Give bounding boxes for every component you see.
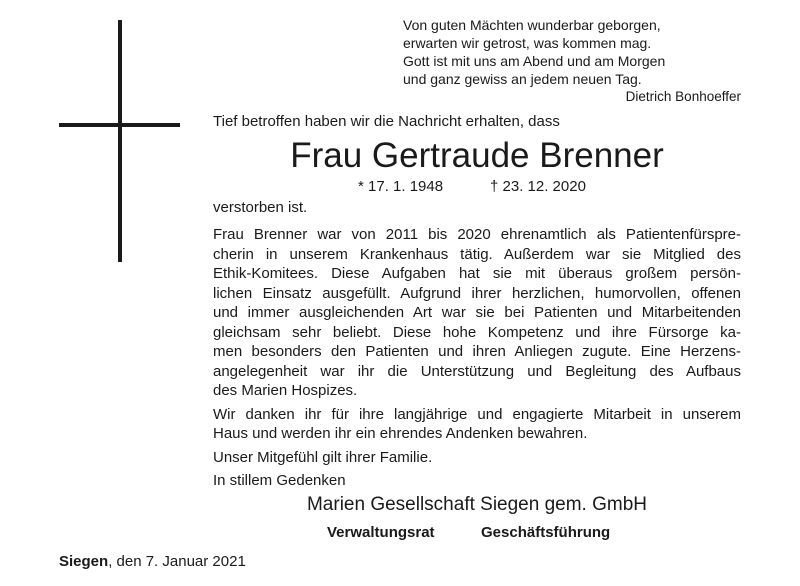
signatory-management: Geschäftsführung [481,524,611,541]
quote-line: Von guten Mächten wunderbar geborgen, [403,17,661,33]
quote-line: Gott ist mit uns am Abend und am Morgen [403,53,666,69]
city-name: Siegen [59,553,109,570]
signatory-board: Verwaltungsrat [327,524,435,541]
paragraph-line: und immer ausgleichenden Art war sie bei Patienten und Mitarbeitenden [213,304,741,321]
death-date: † 23. 12. 2020 [490,178,586,195]
cross-horizontal-bar [59,123,180,127]
paragraph-line: Frau Brenner war von 2011 bis 2020 ehrenamtlich als Patientenfürspre- [213,226,741,243]
bonhoeffer-quote [403,16,741,106]
deceased-phrase: verstorben ist. [213,199,308,216]
condolence-line: Unser Mitgefühl gilt ihrer Familie. [213,448,433,466]
paragraph-line: men besonders den Patienten und ihren Anliegen zugute. Eine Herzens- [213,343,741,360]
paragraph-line: Haus und werden ihr ein ehrendes Andenken bewahren. [213,425,588,442]
paragraph-line: Ethik-Komitees. Diese Aufgaben hat sie mit überaus großem persön- [213,265,741,282]
deceased-name: Frau Gertraude Brenner [290,136,664,175]
paragraph-line: angelegenheit war ihr die Unterstützung und Begleitung des Aufbaus [213,362,741,380]
organization-name: Marien Gesellschaft Siegen gem. GmbH [306,494,648,515]
notice-date: , den 7. Januar 2021 [108,553,246,570]
birth-date: * 17. 1. 1948 [358,178,444,195]
paragraph-line: Wir danken ihr für ihre langjährige und engagierte Mitarbeit in unserem [213,405,741,423]
paragraph-line: cherin in unserem Krankenhaus tätig. Außerdem war sie Mitglied des [213,245,741,263]
paragraph-line: gleichsam sehr beliebt. Diese hohe Kompetenz und ihre Fürsorge ka- [213,323,741,341]
place-and-date [59,553,246,570]
remembrance-line: In stillem Gedenken [213,472,346,489]
cross-vertical-bar [118,20,122,262]
notice-intro: Tief betroffen haben wir die Nachricht erhalten, dass [213,113,560,130]
paragraph-line: lichen Einsatz ausgefüllt. Aufgrund ihrer herzlichen, humorvollen, offenen [213,284,741,302]
paragraph-line: des Marien Hospizes. [213,382,358,399]
quote-line: und ganz gewiss an jedem neuen Tag. [403,71,642,87]
quote-author: Dietrich Bonhoeffer [625,89,741,104]
quote-line: erwarten wir getrost, was kommen mag. [403,35,652,51]
obituary-body [213,225,741,491]
